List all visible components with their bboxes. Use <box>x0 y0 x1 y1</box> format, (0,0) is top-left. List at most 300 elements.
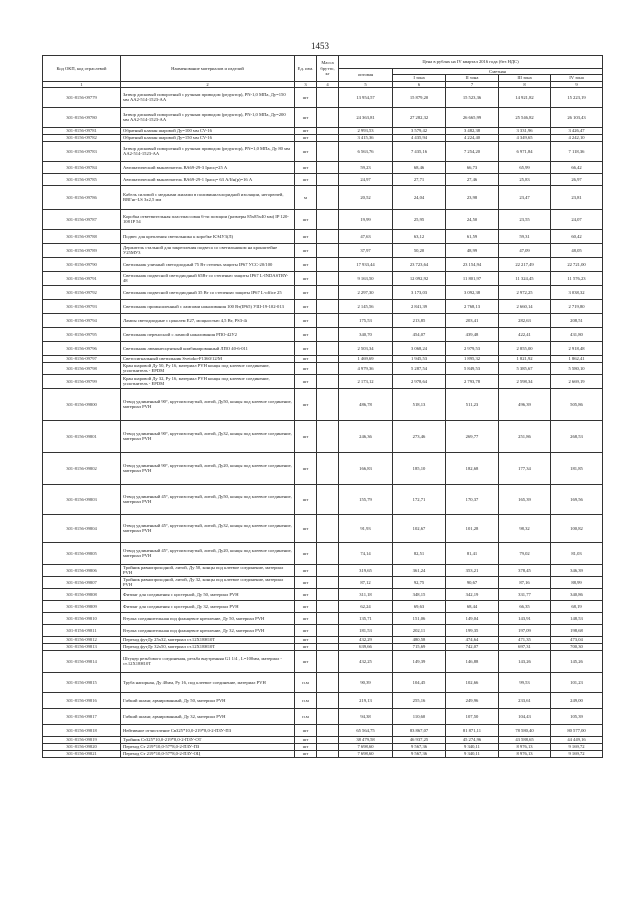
item-unit: шт <box>295 209 317 229</box>
item-code: 301-8156-09785 <box>43 173 121 185</box>
column-index: 9 <box>551 81 603 87</box>
item-unit: шт <box>295 484 317 514</box>
price-zone-1: 15 879,20 <box>393 87 446 107</box>
price-zone-2: 439,48 <box>446 327 499 341</box>
price-zone-1: 454,07 <box>393 327 446 341</box>
price-zone-3: 8 976,13 <box>499 743 551 750</box>
price-wholesale: 135,71 <box>339 612 393 624</box>
price-zone-4: 9 169,72 <box>551 750 603 757</box>
price-zone-2: 249,96 <box>446 692 499 708</box>
item-code: 301-8156-09807 <box>43 576 121 588</box>
price-wholesale: 639,66 <box>339 643 393 650</box>
price-zone-2: 66,73 <box>446 161 499 173</box>
item-code: 301-8156-09813 <box>43 643 121 650</box>
item-name: Затвор дисковый поворотный с ручным приводом (редуктор), PN-1,0 МПа, Ду=150 мм АА2-514-1523-АА <box>121 87 295 107</box>
item-name: Отвод удлиненный 90°, крутоизогнутый, литой, Ду20, концы под клеевое соединение, материал PVH <box>121 452 295 484</box>
item-unit: шт <box>295 542 317 564</box>
price-zone-2: 203,41 <box>446 313 499 327</box>
table-row <box>43 636 603 643</box>
item-code: 301-8156-09812 <box>43 636 121 643</box>
price-zone-1: 202,11 <box>393 624 446 636</box>
price-zone-4: 15 223,19 <box>551 87 603 107</box>
item-code: 301-8156-09784 <box>43 161 121 173</box>
price-zone-3: 25,83 <box>499 173 551 185</box>
price-zone-2: 269,77 <box>446 420 499 452</box>
table-row <box>43 692 603 708</box>
price-zone-2: 1 895,32 <box>446 355 499 362</box>
item-code: 301-8156-09810 <box>43 612 121 624</box>
price-zone-4: 2 719,80 <box>551 299 603 313</box>
price-zone-3: 331,77 <box>499 588 551 600</box>
price-zone-2: 742,07 <box>446 643 499 650</box>
item-name: Светосигнальный светильник Svetoko-F1360/12/M <box>121 355 295 362</box>
price-zone-4: 3 426,47 <box>551 127 603 134</box>
price-zone-3: 47,09 <box>499 243 551 257</box>
price-zone-3: 5 385,67 <box>499 362 551 374</box>
price-zone-3: 43 588,65 <box>499 736 551 743</box>
table-row <box>43 299 603 313</box>
price-zone-4: 1 862,41 <box>551 355 603 362</box>
price-wholesale: 7 698,60 <box>339 750 393 757</box>
item-code: 301-8156-09783 <box>43 141 121 161</box>
price-zone-3: 471,35 <box>499 636 551 643</box>
item-name: Кран шаровой Ду 50, Ру 16, материал PVH концы под клеевое соединение, уплотнитель - EPDM <box>121 362 295 374</box>
table-row <box>43 209 603 229</box>
table-row <box>43 374 603 388</box>
item-code: 301-8156-09792 <box>43 285 121 299</box>
price-zone-4: 268,53 <box>551 420 603 452</box>
item-name: Лампы светодиодные с цоколем Е27, мощностью 4,5 Вт, PS3-4i <box>121 313 295 327</box>
table-row <box>43 313 603 327</box>
price-wholesale: 2 145,56 <box>339 299 393 313</box>
price-zone-4: 22 721,00 <box>551 257 603 271</box>
price-zone-1: 715,69 <box>393 643 446 650</box>
price-zone-1: 3 068,24 <box>393 341 446 355</box>
price-zone-2: 23,98 <box>446 185 499 209</box>
item-name: Обратный клапан шаровой Ду=150 мм CV-16 <box>121 134 295 141</box>
price-zone-4: 505,86 <box>551 388 603 420</box>
price-wholesale: 181,53 <box>339 624 393 636</box>
table-row <box>43 600 603 612</box>
item-name: Переход футДу 32х50, материал ст.12Х18Н10Т <box>121 643 295 650</box>
table-row <box>43 724 603 736</box>
item-mass <box>317 750 339 757</box>
item-code: 301-8156-09793 <box>43 299 121 313</box>
item-code: 301-8156-09801 <box>43 420 121 452</box>
item-code: 301-8156-09808 <box>43 588 121 600</box>
table-row <box>43 484 603 514</box>
item-mass <box>317 271 339 285</box>
price-zone-2: 27,46 <box>446 173 499 185</box>
price-wholesale: 87,12 <box>339 576 393 588</box>
item-unit: шт <box>295 299 317 313</box>
table-row <box>43 542 603 564</box>
price-zone-1: 3 579,42 <box>393 127 446 134</box>
item-unit: шт <box>295 388 317 420</box>
item-mass <box>317 185 339 209</box>
item-mass <box>317 708 339 724</box>
header-unit: Ед. изм. <box>295 56 317 82</box>
price-zone-4: 81,03 <box>551 542 603 564</box>
table-row <box>43 161 603 173</box>
price-wholesale: 432,29 <box>339 636 393 643</box>
item-mass <box>317 692 339 708</box>
price-wholesale: 319,65 <box>339 564 393 576</box>
price-zone-3: 282,63 <box>499 313 551 327</box>
item-name: Труба напорная, Ду 40мм, Ру 16, под клеевое соединение, материал PVH <box>121 672 295 692</box>
price-zone-4: 431,80 <box>551 327 603 341</box>
price-zone-3: 14 921,82 <box>499 87 551 107</box>
table-row <box>43 141 603 161</box>
price-wholesale: 6 563,76 <box>339 141 393 161</box>
table-row <box>43 420 603 452</box>
item-code: 301-8156-09781 <box>43 127 121 134</box>
item-mass <box>317 209 339 229</box>
price-zone-2: 90,67 <box>446 576 499 588</box>
price-zone-3: 99,53 <box>499 672 551 692</box>
item-name: Втулка соединительная под фланцевое крепление, Ду 50, материал PVH <box>121 612 295 624</box>
price-zone-2: 4 224,40 <box>446 134 499 141</box>
price-zone-2: 7 254,20 <box>446 141 499 161</box>
price-wholesale: 37,97 <box>339 243 393 257</box>
price-zone-2: 15 523,36 <box>446 87 499 107</box>
item-code: 301-8156-09806 <box>43 564 121 576</box>
item-name: Автоматический выключатель ВА69-29-1 Iрасц= 63 А/Ifн(р)=16 А <box>121 173 295 185</box>
price-zone-1: 273,46 <box>393 420 446 452</box>
item-code: 301-8156-09821 <box>43 750 121 757</box>
price-zone-1: 255,16 <box>393 692 446 708</box>
header-zone-4: IV зона <box>551 75 603 81</box>
item-code: 301-8156-09790 <box>43 257 121 271</box>
price-zone-4: 208,51 <box>551 313 603 327</box>
price-zone-3: 1 821,92 <box>499 355 551 362</box>
price-zone-1: 12 092,92 <box>393 271 446 285</box>
price-zone-2: 182,68 <box>446 452 499 484</box>
item-mass <box>317 299 339 313</box>
item-unit: шт <box>295 600 317 612</box>
table-row <box>43 285 603 299</box>
item-mass <box>317 141 339 161</box>
header-zone-1: I зона <box>393 75 446 81</box>
item-mass <box>317 600 339 612</box>
price-zone-1: 151,06 <box>393 612 446 624</box>
item-name: Нейтивное отчистление Св325*10,0-219*8,0-2-ПЗУ-ПЗ <box>121 724 295 736</box>
price-zone-3: 23,47 <box>499 185 551 209</box>
item-mass <box>317 672 339 692</box>
price-zone-2: 45 274,96 <box>446 736 499 743</box>
table-row <box>43 624 603 636</box>
price-zone-3: 6 971,84 <box>499 141 551 161</box>
price-wholesale: 2 503,34 <box>339 341 393 355</box>
column-index: 6 <box>393 81 446 87</box>
item-unit: шт <box>295 285 317 299</box>
price-wholesale: 4 979,36 <box>339 362 393 374</box>
column-index: 1 <box>43 81 121 87</box>
price-zone-4: 23,81 <box>551 185 603 209</box>
price-zone-2: 199,35 <box>446 624 499 636</box>
price-zone-1: 104,45 <box>393 672 446 692</box>
item-code: 301-8156-09802 <box>43 452 121 484</box>
item-mass <box>317 161 339 173</box>
item-mass <box>317 576 339 588</box>
table-row <box>43 514 603 542</box>
price-zone-1: 83 867,07 <box>393 724 446 736</box>
item-mass <box>317 355 339 362</box>
price-zone-4: 11 576,23 <box>551 271 603 285</box>
price-zone-2: 3 092,38 <box>446 285 499 299</box>
item-code: 301-8156-09794 <box>43 313 121 327</box>
header-wholesale: оптовая <box>339 69 393 82</box>
item-name: Тройник равнопроходной, литой, Ду 32, концы под клеевое соединение, материал PVH <box>121 576 295 588</box>
item-mass <box>317 624 339 636</box>
price-zone-4: 2 918,48 <box>551 341 603 355</box>
price-wholesale: 432,25 <box>339 650 393 672</box>
price-zone-2: 48,99 <box>446 243 499 257</box>
item-name: Тройник Ст325*10,0-219*8,0-2-ПЗУ-ОТ <box>121 736 295 743</box>
item-name: Гибкий шланг, армированный, Ду 50, материал PVH <box>121 692 295 708</box>
header-zone-3: III зона <box>499 75 551 81</box>
item-code: 301-8156-09800 <box>43 388 121 420</box>
header-code: Код ОКП, код отраслевой <box>43 56 121 82</box>
price-zone-3: 378,45 <box>499 564 551 576</box>
item-unit: шт <box>295 452 317 484</box>
price-zone-1: 23 723,64 <box>393 257 446 271</box>
price-wholesale: 91,93 <box>339 514 393 542</box>
price-zone-1: 7 435,16 <box>393 141 446 161</box>
price-zone-1: 68,46 <box>393 161 446 173</box>
table-row <box>43 87 603 107</box>
price-zone-3: 78 580,40 <box>499 724 551 736</box>
item-name: Кран шаровой Ду 32, Ру 16, материал PVH концы под клеевое соединение, уплотнитель - EPDM <box>121 374 295 388</box>
item-mass <box>317 724 339 736</box>
price-zone-1: 4 435,94 <box>393 134 446 141</box>
price-wholesale: 175,53 <box>339 313 393 327</box>
price-zone-4: 145,26 <box>551 650 603 672</box>
table-row <box>43 355 603 362</box>
item-mass <box>317 243 339 257</box>
table-row <box>43 107 603 127</box>
price-zone-3: 22 217,49 <box>499 257 551 271</box>
item-name: Светильник подвесной светодиодный 35 Вт со степенью защиты IP67 L-office 25 <box>121 285 295 299</box>
item-unit: шт <box>295 624 317 636</box>
price-zone-3: 2 660,14 <box>499 299 551 313</box>
price-zone-3: 2 598,34 <box>499 374 551 388</box>
item-name: Светильник уличный светодиодный 75 Вт степень защиты IP67 УСС-20/100 <box>121 257 295 271</box>
item-name: Светильник переносной с лампой накаливания РПО-42У2 <box>121 327 295 341</box>
price-zone-2: 149,04 <box>446 612 499 624</box>
price-wholesale: 311,18 <box>339 588 393 600</box>
item-unit: п.м <box>295 672 317 692</box>
item-mass <box>317 327 339 341</box>
item-unit: шт <box>295 736 317 743</box>
item-unit: шт <box>295 134 317 141</box>
item-name: Переход Ст 219*10,0-57*8,0-2-ПЗУ-ОЦ <box>121 750 295 757</box>
price-zone-2: 81 871,11 <box>446 724 499 736</box>
item-name: Светильник люминесцентный комбинированный ЛПО 40-6-011 <box>121 341 295 355</box>
price-wholesale: 1 469,69 <box>339 355 393 362</box>
price-wholesale: 2 297,30 <box>339 285 393 299</box>
price-zone-4: 44 449,16 <box>551 736 603 743</box>
price-wholesale: 47,63 <box>339 229 393 243</box>
price-zone-3: 11 324,45 <box>499 271 551 285</box>
table-row <box>43 736 603 743</box>
item-code: 301-8156-09809 <box>43 600 121 612</box>
price-zone-4: 101,23 <box>551 672 603 692</box>
item-code: 301-8156-09803 <box>43 484 121 514</box>
price-zone-4: 4 242,10 <box>551 134 603 141</box>
item-mass <box>317 127 339 134</box>
price-wholesale: 219,13 <box>339 692 393 708</box>
price-zone-4: 105,39 <box>551 708 603 724</box>
price-zone-1: 110,60 <box>393 708 446 724</box>
item-unit: шт <box>295 576 317 588</box>
item-mass <box>317 87 339 107</box>
price-zone-2: 81,41 <box>446 542 499 564</box>
table-row <box>43 127 603 134</box>
price-zone-3: 65,99 <box>499 161 551 173</box>
header-mass: Масса брутто, кг <box>317 56 339 82</box>
price-zone-1: 5 287,54 <box>393 362 446 374</box>
item-mass <box>317 134 339 141</box>
price-zone-3: 8 976,13 <box>499 750 551 757</box>
item-name: Кабель силовой с медными жилами в поливинилхлоридной изоляции, негорючей, ВВГнг-LS 3х2,5 мм <box>121 185 295 209</box>
price-zone-1: 480,58 <box>393 636 446 643</box>
table-row <box>43 643 603 650</box>
table-row <box>43 743 603 750</box>
price-zone-3: 143,91 <box>499 612 551 624</box>
price-zone-1: 2 978,64 <box>393 374 446 388</box>
table-row <box>43 185 603 209</box>
price-zone-4: 700,30 <box>551 643 603 650</box>
price-zone-3: 59,31 <box>499 229 551 243</box>
price-wholesale: 166,83 <box>339 452 393 484</box>
item-name: Затвор дисковый поворотный с ручным приводом (редуктор), PN-1,0 МПа, Ду=200 мм АА2-514-1523-АА <box>121 107 295 127</box>
item-code: 301-8156-09819 <box>43 736 121 743</box>
item-code: 301-8156-09780 <box>43 107 121 127</box>
table-row <box>43 750 603 757</box>
table-row <box>43 708 603 724</box>
item-mass <box>317 173 339 185</box>
table-row <box>43 173 603 185</box>
item-mass <box>317 743 339 750</box>
price-zone-1: 518,13 <box>393 388 446 420</box>
item-mass <box>317 285 339 299</box>
price-wholesale: 74,14 <box>339 542 393 564</box>
item-mass <box>317 388 339 420</box>
item-code: 301-8156-09791 <box>43 271 121 285</box>
item-mass <box>317 643 339 650</box>
price-wholesale: 7 698,60 <box>339 743 393 750</box>
price-zone-3: 165,39 <box>499 484 551 514</box>
price-zone-4: 9 169,72 <box>551 743 603 750</box>
price-wholesale: 62,24 <box>339 600 393 612</box>
price-zone-4: 249,00 <box>551 692 603 708</box>
item-mass <box>317 107 339 127</box>
item-mass <box>317 420 339 452</box>
price-zone-2: 2 793,78 <box>446 374 499 388</box>
item-mass <box>317 612 339 624</box>
price-zone-2: 9 340,11 <box>446 750 499 757</box>
price-wholesale: 19,99 <box>339 209 393 229</box>
price-zone-4: 181,85 <box>551 452 603 484</box>
price-zone-4: 5 580,10 <box>551 362 603 374</box>
item-unit: шт <box>295 643 317 650</box>
item-name: Отвод удлиненный 45°, крутоизогнутый, литой, Ду32, концы под клеевое соединение, материал PVH <box>121 514 295 542</box>
price-zone-2: 146,88 <box>446 650 499 672</box>
column-index: 5 <box>339 81 393 87</box>
price-wholesale: 94,38 <box>339 708 393 724</box>
item-unit: шт <box>295 107 317 127</box>
item-unit: шт <box>295 750 317 757</box>
item-code: 301-8156-09805 <box>43 542 121 564</box>
price-zone-2: 474,64 <box>446 636 499 643</box>
column-index: 7 <box>446 81 499 87</box>
price-wholesale: 2 993,53 <box>339 127 393 134</box>
price-zone-1: 1 945,53 <box>393 355 446 362</box>
item-unit: шт <box>295 374 317 388</box>
item-mass <box>317 362 339 374</box>
item-name: Держатель стальной для закрепления подвеса со светильником на кронштейне У25МУ3 <box>121 243 295 257</box>
item-code: 301-8156-09811 <box>43 624 121 636</box>
item-unit: шт <box>295 327 317 341</box>
price-zone-4: 3 038,32 <box>551 285 603 299</box>
item-name: Отвод удлиненный 45°, крутоизогнутый, литой, Ду20, концы под клеевое соединение, материал PVH <box>121 542 295 564</box>
item-unit: м <box>295 185 317 209</box>
page-number: 1453 <box>311 41 329 51</box>
price-zone-4: 24,07 <box>551 209 603 229</box>
table-row <box>43 452 603 484</box>
item-unit: шт <box>295 743 317 750</box>
price-wholesale: 13 954,57 <box>339 87 393 107</box>
price-zone-2: 102,66 <box>446 672 499 692</box>
item-name: Обратный клапан шаровой Ду=100 мм CV-16 <box>121 127 295 134</box>
price-zone-1: 25,95 <box>393 209 446 229</box>
price-zone-2: 353,21 <box>446 564 499 576</box>
item-code: 301-8156-09820 <box>43 743 121 750</box>
header-price-group: Цена в рублях на IV квартал 2016 года (без НДС) <box>339 56 603 69</box>
price-zone-3: 2 972,25 <box>499 285 551 299</box>
price-wholesale: 24 363,81 <box>339 107 393 127</box>
price-zone-1: 149,39 <box>393 650 446 672</box>
item-name: Тройник равнопроходной, литой, Ду 50, концы под клеевое соединение, материал PVH <box>121 564 295 576</box>
item-unit: шт <box>295 229 317 243</box>
item-code: 301-8156-09796 <box>43 341 121 355</box>
item-code: 301-8156-09779 <box>43 87 121 107</box>
item-mass <box>317 257 339 271</box>
price-zone-1: 50,20 <box>393 243 446 257</box>
item-code: 301-8156-09798 <box>43 362 121 374</box>
item-name: Фитинг для соединения с цистерной, Ду 50, материал PVH <box>121 588 295 600</box>
price-zone-4: 66,42 <box>551 161 603 173</box>
price-zone-3: 98,32 <box>499 514 551 542</box>
item-code: 301-8156-09789 <box>43 243 121 257</box>
item-mass <box>317 636 339 643</box>
item-name: Затвор дисковый поворотный с ручным приводом (редуктор), PN=1,0 МПа, Ду 80 мм АА2-514-1523-АА <box>121 141 295 161</box>
price-wholesale: 2 173,12 <box>339 374 393 388</box>
item-name: Коробка ответвительная пластмассовая 6-ти позиции (размеры 85х85х40 мм) IP 120-108 IP 54 <box>121 209 295 229</box>
item-unit: шт <box>295 87 317 107</box>
item-unit: шт <box>295 650 317 672</box>
price-table <box>42 55 603 758</box>
price-zone-1: 348,15 <box>393 588 446 600</box>
price-zone-4: 2 669,19 <box>551 374 603 388</box>
price-zone-4: 100,82 <box>551 514 603 542</box>
table-header <box>43 56 603 88</box>
item-unit: шт <box>295 341 317 355</box>
item-name: Отвод удлиненный 90°, крутоизогнутый, литой, Ду32, концы под клеевое соединение, материал PVH <box>121 420 295 452</box>
item-unit: п.м <box>295 708 317 724</box>
item-code: 301-8156-09786 <box>43 185 121 209</box>
